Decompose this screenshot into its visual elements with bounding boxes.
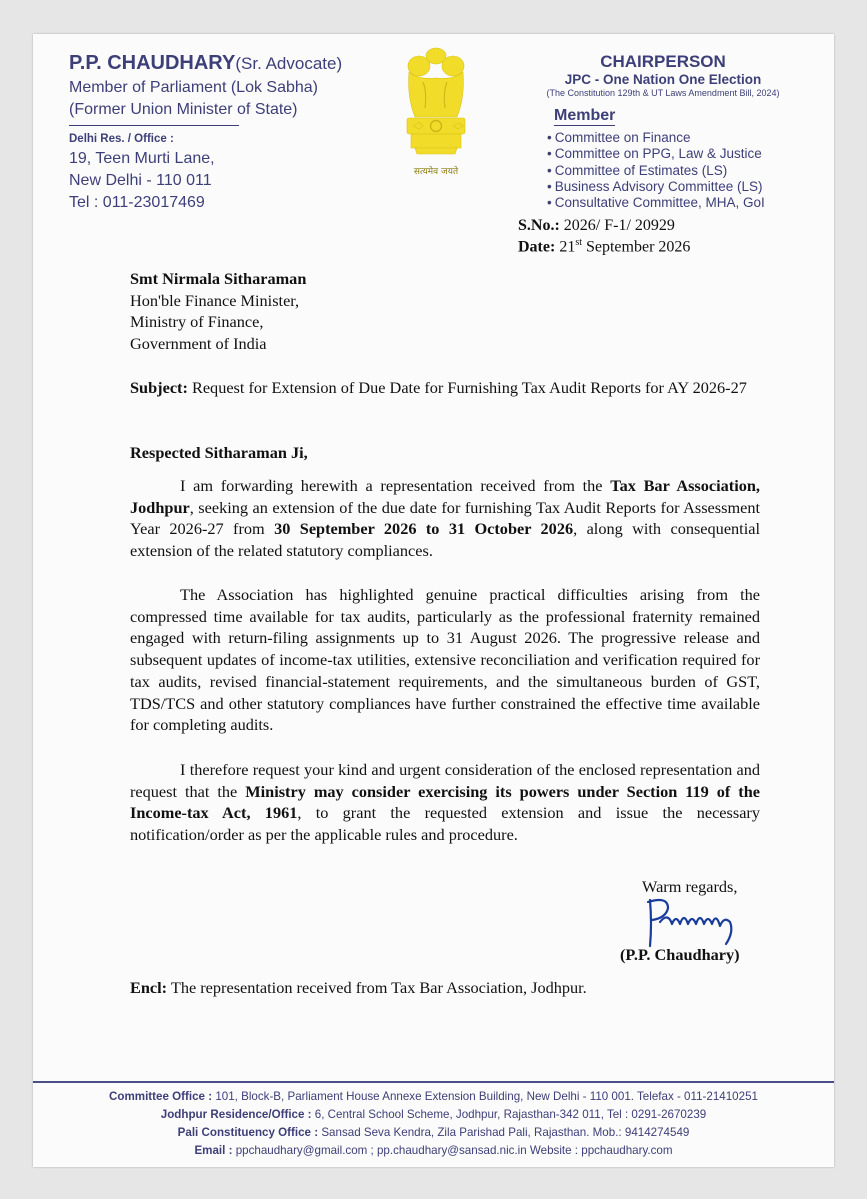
subject-line [130, 377, 760, 399]
footer-label: Committee Office : [109, 1090, 213, 1103]
footer-label: Pali Constituency Office : [177, 1126, 319, 1139]
serial-number-value: 2026/ F-1/ 20929 [563, 217, 675, 234]
chairperson-title: CHAIRPERSON [600, 52, 726, 71]
body-paragraph-3 [130, 759, 760, 846]
sender-name [69, 52, 342, 75]
date-label: Date: [518, 238, 556, 256]
body-text: , along with consequential extension of the related statutory compliances. [130, 519, 760, 561]
signatory-name: (P.P. Chaudhary) [620, 945, 740, 964]
serial-number [518, 217, 675, 235]
footer-label: Email : [194, 1144, 233, 1157]
committee-item: • Committee on PPG, Law & Justice [547, 146, 765, 162]
body-paragraph-1 [130, 475, 760, 562]
serial-number-label: S.No.: [518, 217, 560, 234]
emblem-motto: सत्यमेव जयते [413, 167, 459, 177]
footer-text: Sansad Seva Kendra, Zila Parishad Pali, Rajasthan. Mob.: 9414274549 [321, 1126, 690, 1139]
recipient-line: Hon'ble Finance Minister, [130, 290, 300, 310]
chairperson-bill: (The Constitution 129th & UT Laws Amendment Bill, 2024) [546, 88, 780, 98]
address-line: 19, Teen Murti Lane, [69, 150, 215, 167]
recipient-line: Ministry of Finance, [130, 312, 264, 332]
body-bold: Ministry may consider exercising its powers under Section 119 of the Income-tax Act, 1961 [130, 781, 761, 823]
footer-contact [33, 1144, 834, 1157]
footer-pali-office [33, 1126, 834, 1139]
recipient-name: Smt Nirmala Sitharaman [130, 269, 307, 288]
chairperson-committee: JPC - One Nation One Election [564, 72, 762, 87]
address-label: Delhi Res. / Office : [69, 133, 174, 145]
body-bold: Tax Bar Association, Jodhpur [130, 476, 760, 517]
subject-label: Subject: [130, 378, 188, 397]
body-text: , to grant the requested extension and issue the necessary notification/order as per the applicable rules and procedure. [130, 803, 760, 845]
letterhead-divider [69, 125, 239, 126]
committee-item: • Committee of Estimates (LS) [547, 163, 765, 179]
date-day: 21 [559, 238, 576, 256]
enclosure-line [130, 977, 760, 999]
footer-label: Jodhpur Residence/Office : [160, 1108, 312, 1121]
date-suffix: st [575, 237, 582, 248]
salutation: Respected Sitharaman Ji, [130, 443, 308, 462]
body-text: I am forwarding herewith a representation received from the [180, 476, 611, 495]
committee-list [547, 130, 765, 211]
footer-jodhpur-office [33, 1108, 834, 1121]
footer-text: ppchaudhary@gmail.com ; pp.chaudhary@sansad.nic.in Website : ppchaudhary.com [235, 1144, 673, 1157]
body-text: I therefore request your kind and urgent consideration of the enclosed representation and request that the [130, 760, 760, 801]
footer-divider [33, 1081, 834, 1083]
footer-text: 6, Central School Scheme, Jodhpur, Rajasthan-342 011, Tel : 0291-2670239 [314, 1108, 707, 1121]
sender-name-text: P.P. CHAUDHARY [69, 52, 236, 74]
sender-title-2: (Former Union Minister of State) [69, 101, 298, 118]
chairperson-block [513, 52, 813, 98]
signature-icon [638, 894, 748, 952]
address-phone: Tel : 011-23017469 [69, 194, 205, 211]
member-heading: Member [554, 107, 616, 124]
enclosure-text: The representation received from Tax Bar Association, Jodhpur. [170, 978, 587, 997]
sender-title-1: Member of Parliament (Lok Sabha) [69, 79, 318, 96]
letter-page [33, 34, 834, 1167]
body-text: , seeking an extension of the due date for furnishing Tax Audit Reports for Assessment Year 2026-27 from [130, 497, 760, 539]
footer-committee-office [33, 1090, 834, 1103]
footer-text: 101, Block-B, Parliament House Annexe Extension Building, New Delhi - 110 001. Telefax - 011-21410251 [215, 1090, 758, 1103]
letter-date [518, 237, 690, 256]
subject-text: Request for Extension of Due Date for Furnishing Tax Audit Reports for AY 2026-27 [191, 378, 747, 397]
sender-name-suffix: (Sr. Advocate) [235, 54, 343, 73]
date-month-year: September 2026 [585, 238, 691, 256]
national-emblem-icon [397, 42, 475, 180]
body-paragraph-2: The Association has highlighted genuine practical difficulties arising from the compressed time available for tax audits, particularly as the professional fraternity remained engaged with return-filing assignments up to 31 August 2026. The progressive release and subsequent updates of income-tax utilities, extensive reconciliation and verification required for tax audits, revised financial-statement requirements, and the simultaneous burden of GST, TDS/TCS and other statutory compliances have further constrained the effective time available for completing audits. [130, 585, 760, 735]
body-bold: 30 September 2026 to 31 October 2026 [274, 519, 574, 539]
committee-item: • Consultative Committee, MHA, GoI [547, 195, 765, 211]
address-line: New Delhi - 110 011 [69, 172, 212, 189]
recipient-line: Government of India [130, 334, 267, 354]
committee-item: • Business Advisory Committee (LS) [547, 179, 765, 195]
committee-item: • Committee on Finance [547, 130, 765, 146]
recipient-block [130, 268, 760, 355]
closing-regards: Warm regards, [642, 877, 738, 896]
enclosure-label: Encl: [130, 978, 168, 997]
